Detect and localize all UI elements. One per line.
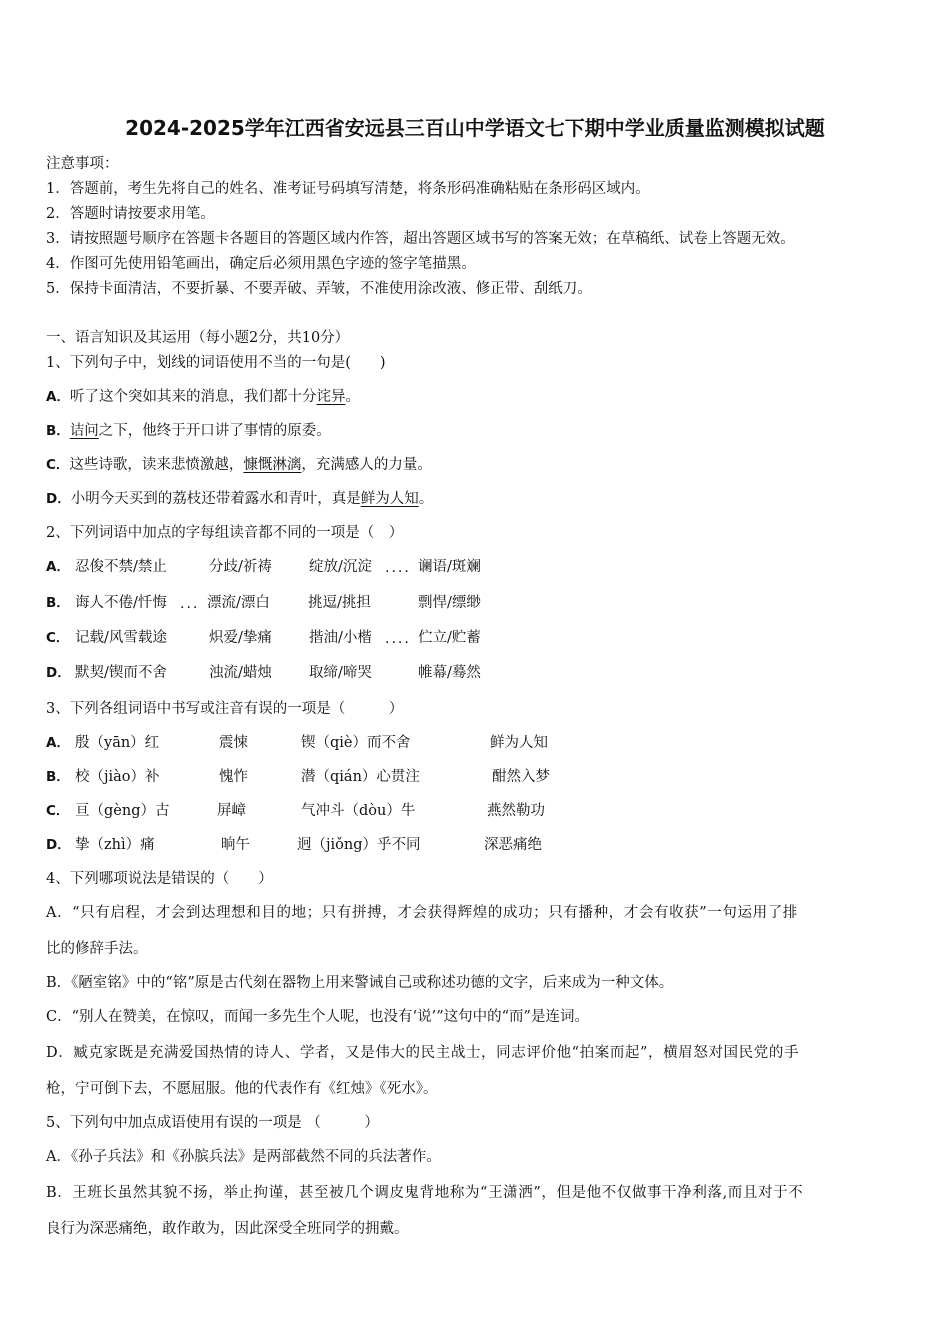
emphasis-dots: .... [385,560,411,576]
emphasis-dots: .... [385,631,411,647]
notice-item: 4．作图可先使用铅笔画出，确定后必须用黑色字迹的签字笔描黑。 [46,256,476,272]
option-label: C． [46,803,70,819]
q4-option-c: C．“别人在赞美，在惊叹，而闻一多先生个人呢，也没有‘说’”这句中的“而”是连词。 [46,1009,589,1025]
q3-stem: 3、下列各组词语中书写或注音有误的一项是（ ） [46,701,404,717]
word-item: 酣然入梦 [492,769,550,785]
word-pair: 忍俊不禁/禁止 [75,559,167,575]
word-item: 气冲斗（dòu）牛 [301,803,416,819]
word-item: 锲（qiè）而不舍 [301,735,411,751]
word-pair: 诲人不倦/忏悔 [75,595,167,611]
option-label: A． [46,389,70,405]
option-label: B． [46,423,70,439]
q4-option-a: A．“只有启程，才会到达理想和目的地；只有拼搏，才会获得辉煌的成功；只有播种，才会有收获”一句运用了排 [46,905,798,921]
word-item: 殷（yān）红 [75,735,160,751]
word-pair: 伫立/贮蓄 [418,630,481,646]
word-pair: 炽爱/挚痛 [209,630,272,646]
q4-stem: 4、下列哪项说法是错误的（ ） [46,871,273,887]
q4-option-b: B．《陋室铭》中的“铭”原是古代刻在器物上用来警诫自己或称述功德的文字，后来成为一种文体。 [46,975,674,991]
option-label: D． [46,491,71,507]
option-label: C． [46,457,70,473]
underlined-word: 诧异 [316,389,346,405]
q5-option-a: A．《孙子兵法》和《孙膑兵法》是两部截然不同的兵法著作。 [46,1149,441,1165]
word-item: 燕然勒功 [487,803,545,819]
q4-option-d-cont: 枪，宁可倒下去，不愿屈服。他的代表作有《红烛》《死水》。 [46,1081,438,1097]
word-item: 震悚 [219,735,248,751]
notice-item: 3．请按照题号顺序在答题卡各题目的答题区域内作答，超出答题区域书写的答案无效；在草稿纸、试卷上答题无效。 [46,231,795,247]
option-label: B． [46,595,70,611]
word-item: 愧怍 [219,769,248,785]
q2-stem: 2、下列词语中加点的字每组读音都不同的一项是（ ） [46,525,404,541]
q1-option-c: C．这些诗歌，读来悲愤激越，慷慨淋漓，充满感人的力量。 [46,457,432,473]
notice-heading: 注意事项： [46,156,119,172]
word-pair: 帷幕/蓦然 [418,665,481,681]
option-label: A． [46,559,70,575]
underlined-word: 诘问 [69,423,99,439]
word-pair: 谰语/斑斓 [418,559,481,575]
option-label: A． [46,735,70,751]
word-pair: 默契/锲而不舍 [75,665,167,681]
word-pair: 剽悍/缥缈 [418,595,481,611]
word-item: 亘（gèng）古 [75,803,170,819]
emphasis-dots: ... [180,596,200,612]
option-label: C． [46,630,70,646]
section-heading: 一、语言知识及其运用（每小题2分，共10分） [46,330,350,346]
word-item: 深恶痛绝 [484,837,542,853]
word-item: 校（jiào）补 [75,769,160,785]
notice-item: 2．答题时请按要求用笔。 [46,206,215,222]
q5-option-b: B．王班长虽然其貌不扬，举止拘谨，甚至被几个调皮鬼背地称为“王潇洒”，但是他不仅做事干净利落,而且对于不 [46,1185,804,1201]
word-pair: 分歧/祈祷 [209,559,272,575]
underlined-word: 慷慨淋漓 [243,457,302,473]
word-item: 挚（zhì）痛 [75,837,155,853]
q1-option-a: A．听了这个突如其来的消息，我们都十分诧异。 [46,389,360,405]
q4-option-d: D．臧克家既是充满爱国热情的诗人、学者，又是伟大的民主战士，同志评价他“拍案而起”，横眉怒对国民党的手 [46,1045,800,1061]
page-title: 2024-2025学年江西省安远县三百山中学语文七下期中学业质量监测模拟试题 [125,116,825,140]
q1-option-d: D．小明今天买到的荔枝还带着露水和青叶，真是鲜为人知。 [46,491,434,507]
option-label: D． [46,665,71,681]
word-item: 屏嶂 [217,803,246,819]
word-pair: 挑逗/挑担 [308,595,371,611]
q4-option-a-cont: 比的修辞手法。 [46,941,148,957]
word-pair: 漂流/漂白 [207,595,270,611]
word-pair: 浊流/蜡烛 [209,665,272,681]
notice-item: 1．答题前，考生先将自己的姓名、准考证号码填写清楚，将条形码准确粘贴在条形码区域内。 [46,181,650,197]
word-item: 鲜为人知 [490,735,548,751]
q1-stem: 1、下列句子中，划线的词语使用不当的一句是( ) [46,355,386,371]
word-pair: 绽放/沉淀 [309,559,372,575]
word-pair: 揩油/小楷 [309,630,372,646]
word-item: 潜（qián）心贯注 [301,769,420,785]
option-label: D． [46,837,71,853]
word-item: 迥（jiǒng）乎不同 [297,837,421,853]
q5-option-b-cont: 良行为深恶痛绝，敢作敢为，因此深受全班同学的拥戴。 [46,1221,409,1237]
word-item: 晌午 [221,837,250,853]
word-pair: 取缔/啼哭 [309,665,372,681]
word-pair: 记载/风雪载途 [75,630,167,646]
q1-option-b: B．诘问之下，他终于开口讲了事情的原委。 [46,423,331,439]
underlined-word: 鲜为人知 [360,491,419,507]
option-label: B． [46,769,70,785]
notice-item: 5．保持卡面清洁，不要折暴、不要弄破、弄皱，不准使用涂改液、修正带、刮纸刀。 [46,281,592,297]
q5-stem: 5、下列句中加点成语使用有误的一项是 （ ） [46,1115,379,1131]
